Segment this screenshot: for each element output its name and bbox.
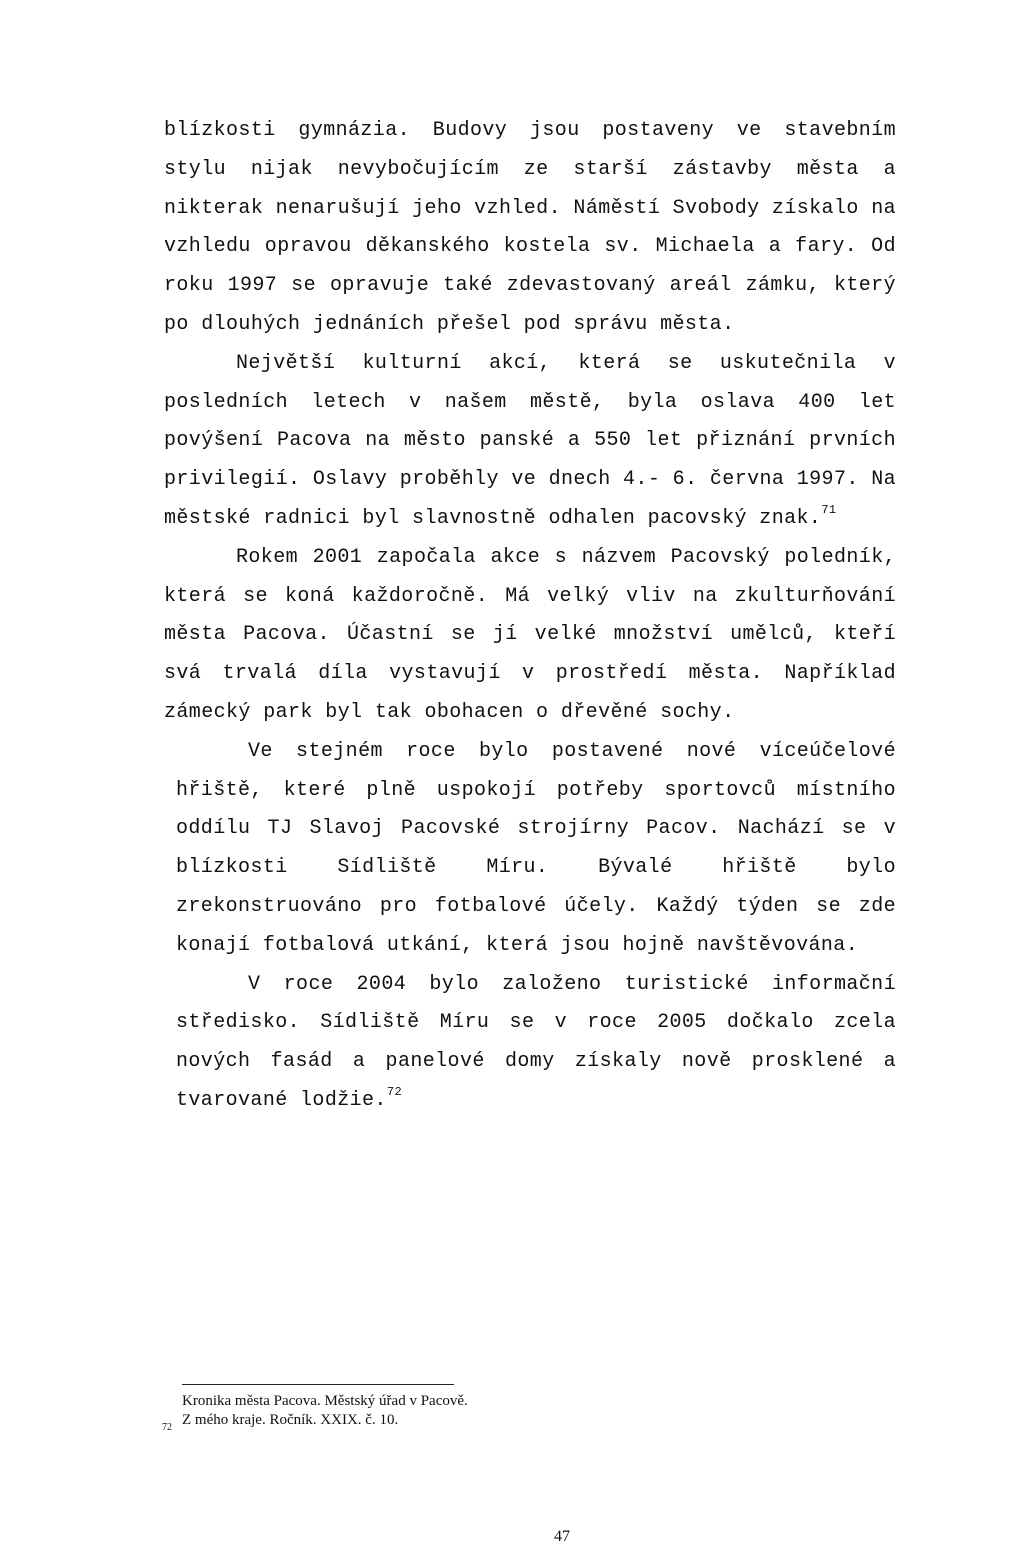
- footnote-ref-71: 71: [821, 503, 837, 518]
- footnote-72-source-1: Kronika města Pacova. Městský úřad v Pacově.: [182, 1393, 468, 1409]
- paragraph-3: [164, 539, 896, 733]
- footnote-72-source-2: Z mého kraje. Ročník. XXIX. č. 10.: [182, 1412, 399, 1428]
- footnote-number-72: 72: [162, 1422, 172, 1433]
- paragraph-2-text: Největší kulturní akcí, která se uskutečnila v posledních letech v našem městě, byla oslava 400 let povýšení Pacova na město panské a 550 let přiznání prvních privilegií. Oslavy proběhly ve dnech 4.- 6. června 1997. Na městské radnici byl slavnostně odhalen pacovský znak.: [164, 351, 896, 530]
- footnote-line-1: [162, 1392, 468, 1411]
- body-text: [164, 112, 896, 1121]
- page-number: 47: [554, 1528, 570, 1545]
- paragraph-4-text: Ve stejném roce bylo postavené nové víceúčelové hřiště, které plně uspokojí potřeby sportovců místního oddílu TJ Slavoj Pacovské strojírny Pacov. Nachází se v blízkosti Sídliště Míru. Bývalé hřiště bylo zrekonstruováno pro fotbalové účely. Každý týden se zde konají fotbalová utkání, která jsou hojně navštěvována.: [176, 739, 896, 957]
- footnote-line-2: [162, 1411, 468, 1437]
- paragraph-3-text: Rokem 2001 započala akce s názvem Pacovský poledník, která se koná každoročně. Má velký vliv na zkulturňování města Pacova. Účastní se jí velké množství umělců, kteří svá trvalá díla vystavují v prostředí města. Například zámecký park byl tak obohacen o dřevěné sochy.: [164, 545, 896, 724]
- paragraph-2: [164, 345, 896, 539]
- footnotes: [162, 1392, 468, 1437]
- footnote-separator: [182, 1384, 454, 1385]
- paragraph-5: [176, 966, 896, 1121]
- paragraph-5-text: V roce 2004 bylo založeno turistické informační středisko. Sídliště Míru se v roce 2005 dočkalo zcela nových fasád a panelové domy získaly nově prosklené a tvarované lodžie.: [176, 972, 896, 1112]
- footnote-ref-72: 72: [386, 1085, 403, 1100]
- paragraph-1: [164, 112, 896, 345]
- paragraph-1-text: blízkosti gymnázia. Budovy jsou postaveny ve stavebním stylu nijak nevybočujícím ze starší zástavby města a nikterak nenarušují jeho vzhled. Náměstí Svobody získalo na vzhledu opravou děkanského kostela sv. Michaela a fary. Od roku 1997 se opravuje také zdevastovaný areál zámku, který po dlouhých jednáních přešel pod správu města.: [164, 119, 896, 336]
- paragraph-4: [176, 733, 896, 966]
